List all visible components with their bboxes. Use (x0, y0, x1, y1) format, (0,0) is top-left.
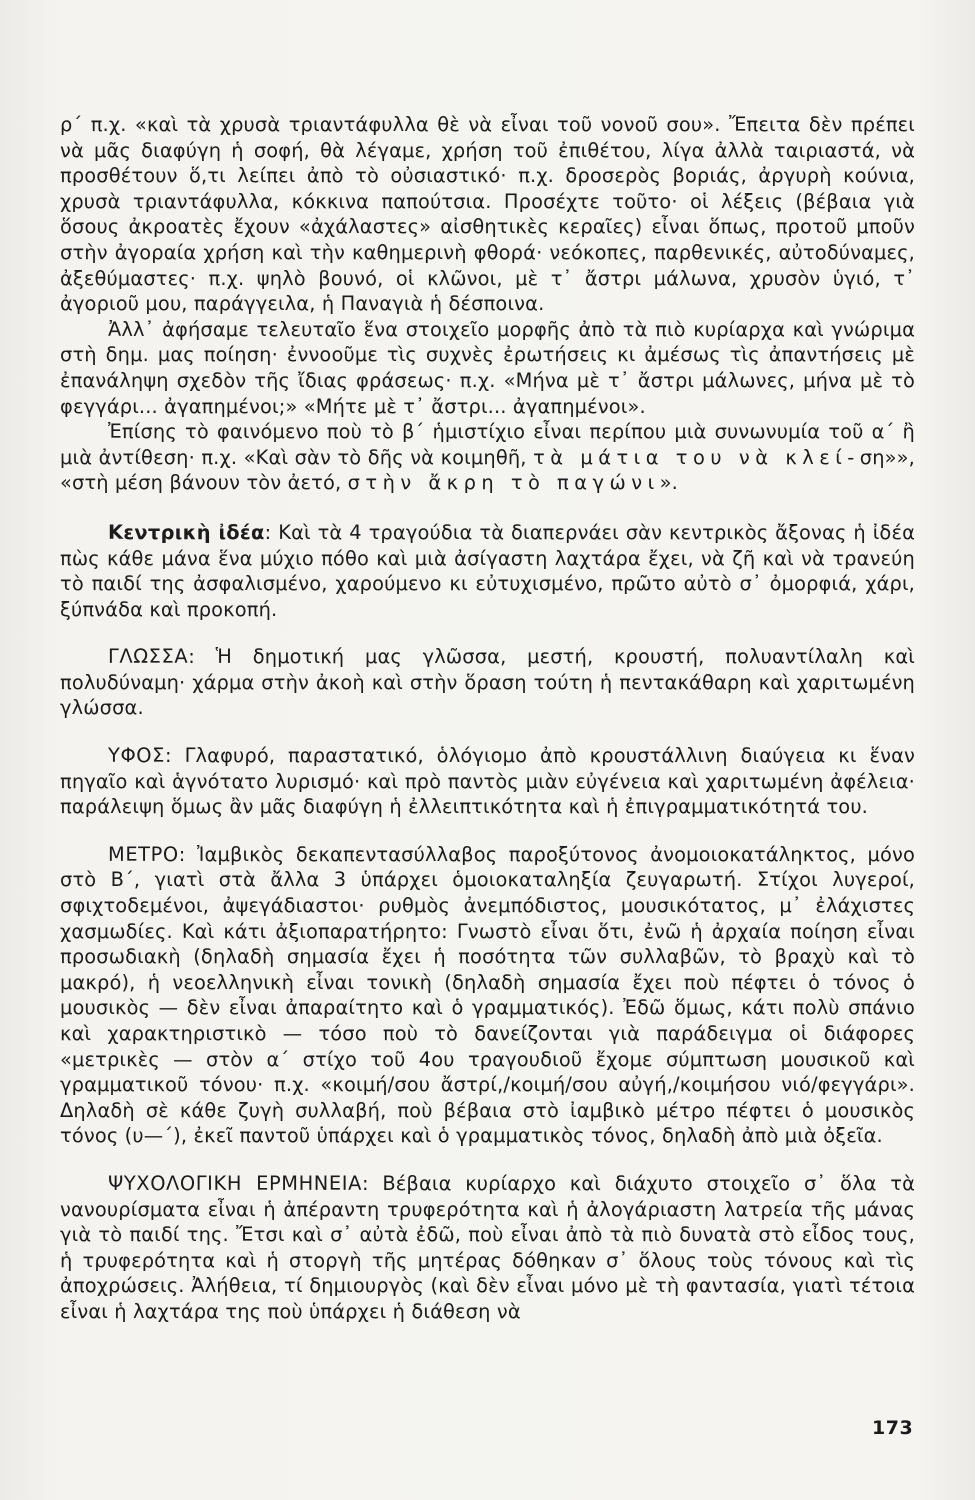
section-gap (60, 820, 915, 842)
page-text (60, 112, 915, 1325)
meter-text: : Ἰαμβικὸς δεκαπεντασύλλαβος παροξύτονος ἀνομοιοκατάληκτος, μόνο στὸ Β΄, γιατὶ στὰ ἄλλα 3 ὑπάρχει ὁμοιοκαταληξία ζευγαρωτή. Στίχοι λυγεροί, σφιχτοδεμένοι, ἀψεγάδιαστοι· ρυθμὸς ἀνεμπόδιστος, μουσικότατος, μ᾽ ἐλάχιστες χασμωδίες. Καὶ κάτι ἀξιοπαρατήρητο: Γνωστὸ εἶναι ὅτι, ἐνῶ ἡ ἀρχαία ποίηση εἶναι προσωδιακὴ (δηλαδὴ σημασία ἔχει ἡ ποσότητα τῶν συλλαβῶν, τὸ βραχὺ καὶ τὸ μακρό), ἡ νεοελληνικὴ εἶναι τονικὴ (δηλαδὴ σημασία ἔχει ποὺ πέφτει ὁ τόνος ὁ μουσικὸς — δὲν εἶναι ἀπαραίτητο καὶ ὁ γραμματικός). Ἐδῶ ὅμως, κάτι πολὺ σπάνιο καὶ χαρακτηριστικὸ — τόσο ποὺ τὸ δανείζονται γιὰ παράδειγμα οἱ διάφορες «μετρικὲς — στὸν α΄ στίχο τοῦ 4ου τραγουδιοῦ ἔχομε σύμπτωση μουσικοῦ καὶ γραμματικοῦ τόνου· π.χ. «κοιμή/σου ἄστρί,/κοιμή/σου αὐγή,/κοιμήσου νιό/φεγγάρι». Δηλαδὴ σὲ κάθε ζυγὴ συλλαβή, ποὺ βέβαια στὸ ἰαμβικὸ μέτρο πέφτει ὁ μουσικὸς τόνος (υ—΄), ἐκεῖ παντοῦ ὑπάρχει καὶ ὁ γραμματικὸς τόνος, δηλαδὴ ἀπὸ μιὰ ὀξεῖα. (60, 842, 915, 1148)
meter-heading: ΜΕΤΡΟ (108, 842, 179, 866)
synonymy-text-b-prefix: ση» (859, 445, 897, 469)
language-text: : Ἡ δημοτική μας γλῶσσα, μεστή, κρουστή, πολυαντίλαλη καὶ πολυδύναμη· χάρμα στὴν ἀκοὴ καὶ στὴν ὅραση τούτη ἡ πεντακάθαρη καὶ χαριτωμένη γλώσσα. (60, 645, 915, 720)
central-idea-heading: Κεντρικὴ ἰδέα (108, 520, 265, 544)
page-number: 173 (872, 1417, 914, 1439)
section-gap (60, 721, 915, 743)
synonymy-spaced-a: τὰ μάτια του νὰ κλεί- (533, 445, 860, 469)
synonymy-paragraph (60, 419, 915, 496)
central-idea-section (60, 520, 915, 622)
synonymy-spaced-b: στὴν ἄκρη τὸ παγώνι (347, 471, 660, 495)
section-gap (60, 1149, 915, 1171)
language-section (60, 644, 915, 721)
style-text: : Γλαφυρό, παραστατικό, ὁλόγιομο ἀπὸ κρουστάλλινη διαύγεια κι ἕναν πηγαῖο καὶ ἁγνότατο λυρισμό· καὶ πρὸ παντὸς μιὰν εὐγένεια καὶ χαριτωμένη ἀφέλεια· παράλειψη ὅμως ἂν μᾶς διαφύγη ἡ ἐλλειπτικότητα καὶ ἡ ἐπιγραμματικότητά του. (60, 744, 915, 819)
psychology-text: : Βέβαια κυρίαρχο καὶ διάχυτο στοιχεῖο σ᾽ ὅλα τὰ νανουρίσματα εἶναι ἡ ἀπέραντη τρυφερότητα καὶ ἡ ἀλογάριαστη λατρεία τῆς μάνας γιὰ τὸ παιδί της. Ἔτσι καὶ σ᾽ αὐτὰ ἐδῶ, ποὺ εἶναι ἀπὸ τὰ πιὸ δυνατὰ στὸ εἶδος τους, ἡ τρυφερότητα καὶ ἡ στοργὴ τῆς μητέρας δόθηκαν σ᾽ ὅλους τοὺς τόνους καὶ τὶς ἀποχρώσεις. Ἀλήθεια, τί δημιουργὸς (καὶ δὲν εἶναι μόνο μὲ τὴ φαντασία, γιατὶ τέτοια εἶναι ἡ λαχτάρα της ποὺ ὑπάρχει ἡ διάθεση νὰ (60, 1171, 916, 1323)
repetition-paragraph: Ἀλλ᾽ ἀφήσαμε τελευταῖο ἕνα στοιχεῖο μορφῆς ἀπὸ τὰ πιὸ κυρίαρχα καὶ γνώριμα στὴ δημ. μας ποίηση· ἐννοοῦμε τὶς συχνὲς ἐρωτήσεις κι ἀμέσως τὶς ἀπαντήσεις μὲ ἐπανάληψη σχεδὸν τῆς ἴδιας φράσεως· π.χ. «Μήνα μὲ τ᾽ ἄστρι μάλωνες, μήνα μὲ τὸ φεγγάρι... ἀγαπημένοι;» «Μήτε μὲ τ᾽ ἄστρι... ἀγαπημένοι». (60, 317, 915, 418)
style-section (60, 743, 915, 820)
psychology-section (60, 1171, 915, 1325)
meter-section (60, 842, 915, 1149)
synonymy-text-b-suffix: ». (659, 471, 678, 495)
psychology-heading: ΨΥΧΟΛΟΓΙΚΗ ΕΡΜΗΝΕΙΑ (108, 1171, 362, 1195)
section-gap (60, 622, 915, 644)
central-idea-text: : Καὶ τὰ 4 τραγούδια τὰ διαπερνάει σὰν κεντρικὸς ἄξονας ἡ ἰδέα πὼς κάθε μάνα ἕνα μύχιο πόθο καὶ μιὰ ἀσίγαστη λαχτάρα ἔχει, νὰ ζῆ καὶ νὰ τρανεύη τὸ παιδί της ἀσφαλισμένο, χαρούμενο κι εὐτυχισμένο, πρῶτο αὐτὸ σ᾽ ὀμορφιά, χάρι, ξύπνάδα καὶ προκοπή. (60, 520, 916, 621)
synonymy-text-b: », «στὴ μέση βάνουν τὸν ἀετό, (60, 445, 915, 495)
intro-paragraph: ρ΄ π.χ. «καὶ τὰ χρυσὰ τριαντάφυλλα θὲ νὰ εἶναι τοῦ νονοῦ σου». Ἔπειτα δὲν πρέπει νὰ μᾶς διαφύγη ἡ σοφή, θὰ λέγαμε, χρήση τοῦ ἐπιθέτου, λίγα ἀλλὰ ταιριαστά, νὰ προσθέτουν ὅ,τι λείπει ἀπὸ τὸ οὐσιαστικό· π.χ. δροσερὸς βοριάς, ἀργυρὴ κούνια, χρυσὰ τριαντάφυλλα, κόκκινα παπούτσια. Προσέχτε τοῦτο· οἱ λέξεις (βέβαια γιὰ ὅσους ἀκροατὲς ἔχουν «ἀχάλαστες» αἰσθητικὲς κεραῖες) εἶναι ὅπως, προτοῦ μποῦν στὴν ἀγοραία χρήση καὶ τὴν καθημερινὴ φθορά· νεόκοπες, παρθενικές, αὐτοδύναμες, ἀξεθύμαστες· π.χ. ψηλὸ βουνό, οἱ κλῶνοι, μὲ τ᾽ ἄστρι μάλωνα, χρυσὸν ὑγιό, τ᾽ ἀγοριοῦ μου, παράγγειλα, ἡ Παναγιὰ ἡ δέσποινα. (60, 113, 915, 316)
synonymy-text-a: Ἐπίσης τὸ φαινόμενο ποὺ τὸ β΄ ἡμιστίχιο εἶναι περίπου μιὰ συνωνυμία τοῦ α΄ ἢ μιὰ ἀντίθεση· π.χ. «Καὶ σὰν τὸ δῆς νὰ κοιμηθῆ, (60, 420, 915, 469)
style-heading: ΥΦΟΣ (108, 744, 166, 768)
section-gap (60, 496, 915, 520)
language-heading: ΓΛΩΣΣΑ (108, 645, 189, 669)
